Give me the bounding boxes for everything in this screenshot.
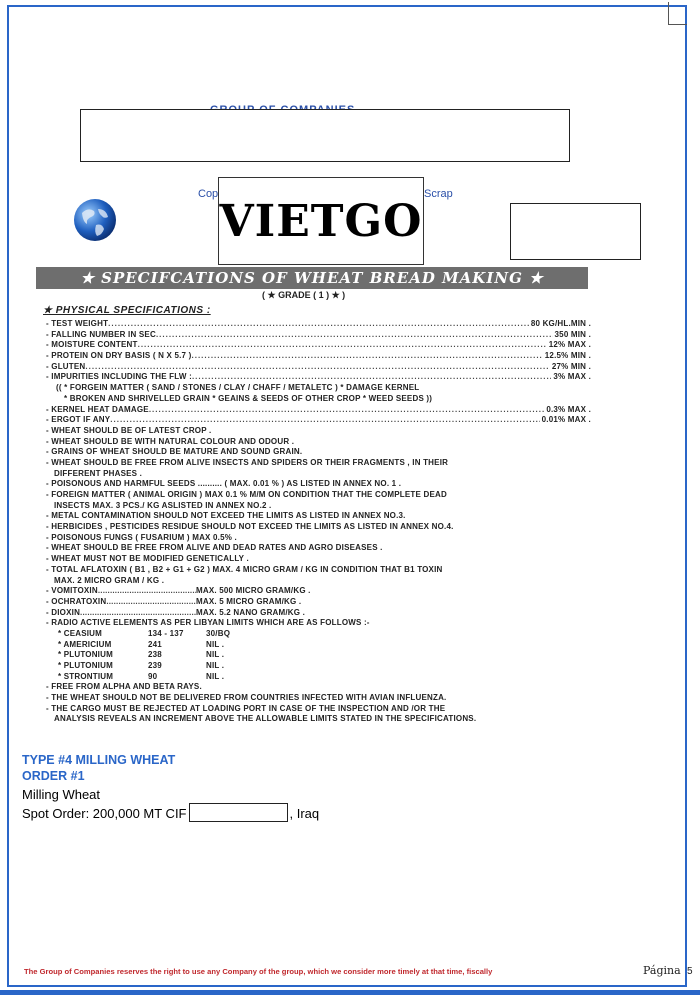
mycotoxin-label: - OCHRATOXIN bbox=[46, 596, 107, 606]
spec-line: - WHEAT SHOULD BE FREE FROM ALIVE AND DEAD RATES AND AGRO DISEASES . bbox=[46, 543, 383, 553]
spec-line: - TOTAL AFLATOXIN ( B1 , B2 + G1 + G2 ) MAX. 4 MICRO GRAM / KG IN CONDITION THAT B1 TOXIN bbox=[46, 564, 443, 574]
globe-icon bbox=[72, 197, 118, 243]
mycotoxin-label: - VOMITOXIN bbox=[46, 586, 98, 596]
spec-line: ANALYSIS REVEALS AN INCREMENT ABOVE THE ALLOWABLE LIMITS STATED IN THE SPECIFICATIONS. bbox=[54, 714, 477, 724]
mycotoxin-row bbox=[46, 586, 591, 597]
isotope-row bbox=[46, 672, 591, 683]
spec-value: 0.01% MAX . bbox=[541, 415, 591, 425]
isotope-row bbox=[46, 650, 591, 661]
spec-line: MAX. 2 MICRO GRAM / KG . bbox=[54, 575, 165, 585]
spec-line: - GRAINS OF WHEAT SHOULD BE MATURE AND SOUND GRAIN. bbox=[46, 447, 303, 457]
spec-label: - GLUTEN bbox=[46, 361, 86, 371]
spec-line: - HERBICIDES , PESTICIDES RESIDUE SHOULD NOT EXCEED THE LIMITS AS LISTED IN ANNEX NO.4. bbox=[46, 522, 454, 532]
spec-label: - FALLING NUMBER IN SEC bbox=[46, 329, 156, 339]
spec-row bbox=[46, 330, 591, 341]
spec-label: - TEST WEIGHT bbox=[46, 319, 109, 328]
isotope-row bbox=[46, 629, 591, 640]
order-title: ORDER #1 bbox=[22, 769, 85, 783]
spec-value: 12% MAX . bbox=[548, 340, 591, 350]
company-logo bbox=[218, 177, 424, 265]
mycotoxin-label: - DIOXIN bbox=[46, 607, 81, 617]
spec-line: - METAL CONTAMINATION SHOULD NOT EXCEED THE LIMITS AS LISTED IN ANNEX NO.3. bbox=[46, 511, 406, 521]
spec-line: - THE WHEAT SHOULD NOT BE DELIVERED FROM COUNTRIES INFECTED WITH AVIAN INFLUENZA. bbox=[46, 693, 447, 703]
isotope-number: 90 bbox=[148, 671, 158, 681]
spec-value: 0.3% MAX . bbox=[546, 404, 591, 414]
spec-label: - PROTEIN ON DRY BASIS ( N X 5.7 ) bbox=[46, 351, 192, 361]
isotope-number: 241 bbox=[148, 639, 162, 649]
logo-text: VIETGO bbox=[219, 195, 423, 247]
footer-disclaimer: The Group of Companies reserves the right to use any Company of the group, which we consider more timely at that time, fiscally bbox=[24, 967, 493, 976]
isotope-name: * PLUTONIUM bbox=[58, 650, 113, 660]
mycotoxin-row bbox=[46, 608, 591, 619]
spec-label: - MOISTURE CONTENT bbox=[46, 340, 138, 350]
isotope-name: * PLUTONIUM bbox=[58, 661, 113, 670]
isotope-limit: NIL . bbox=[206, 661, 225, 670]
isotope-limit: NIL . bbox=[206, 650, 225, 660]
spot-order-line bbox=[22, 803, 319, 822]
radio-heading: - RADIO ACTIVE ELEMENTS AS PER LIBYAN LIMITS WHICH ARE AS FOLLOWS :- bbox=[46, 618, 370, 628]
spec-line: - POISONOUS FUNGS ( FUSARIUM ) MAX 0.5% . bbox=[46, 532, 237, 542]
spec-row bbox=[46, 319, 591, 330]
spec-label: - ERGOT IF ANY bbox=[46, 415, 111, 425]
spot-order-country: , Iraq bbox=[289, 806, 320, 821]
redacted-box-right bbox=[510, 203, 641, 260]
spec-line: - WHEAT SHOULD BE OF LATEST CROP . bbox=[46, 425, 212, 435]
spec-line: - WHEAT SHOULD BE WITH NATURAL COLOUR AND ODOUR . bbox=[46, 436, 295, 446]
spec-row bbox=[46, 351, 591, 362]
spec-row bbox=[46, 415, 591, 426]
spec-value: 12.5% MIN . bbox=[544, 351, 591, 361]
spec-value: 3% MAX . bbox=[553, 372, 591, 382]
spec-line: INSECTS MAX. 3 PCS./ KG ASLISTED IN ANNEX NO.2 . bbox=[54, 500, 272, 510]
page-label: Página bbox=[643, 964, 681, 977]
spot-order-text: Spot Order: 200,000 MT CIF bbox=[22, 806, 187, 821]
page-number: 5 bbox=[687, 966, 693, 977]
isotope-limit: NIL . bbox=[206, 671, 225, 681]
spec-value: 27% MIN . bbox=[551, 361, 591, 371]
spec-value: 350 MIN . bbox=[554, 329, 591, 339]
mycotoxin-value: MAX. 5.2 NANO GRAM/KG . bbox=[196, 607, 306, 617]
isotope-name: * CEASIUM bbox=[58, 628, 103, 638]
spec-row bbox=[46, 362, 591, 373]
spec-row bbox=[46, 405, 591, 416]
isotope-limit: NIL . bbox=[206, 639, 225, 649]
isotope-name: * AMERICIUM bbox=[58, 639, 112, 649]
spec-banner: ★ SPECIFCATIONS OF WHEAT BREAD MAKING ★ bbox=[36, 267, 588, 289]
spec-value: 80 KG/HL.MIN . bbox=[530, 319, 591, 328]
impurities-detail: (( * FORGEIN MATTER ( SAND / STONES / CLAY / CHAFF / METALETC ) * DAMAGE KERNEL bbox=[56, 383, 420, 393]
redacted-port-box bbox=[189, 803, 288, 822]
company-text-left: Cop bbox=[198, 188, 219, 200]
isotope-number: 238 bbox=[148, 650, 162, 660]
spec-list bbox=[46, 319, 591, 725]
impurities-detail: * BROKEN AND SHRIVELLED GRAIN * GEAINS & SEEDS OF OTHER CROP * WEED SEEDS )) bbox=[64, 393, 433, 403]
spec-label: - IMPURITIES INCLUDING THE FLW : bbox=[46, 372, 192, 382]
isotope-name: * STRONTIUM bbox=[58, 671, 114, 681]
company-text-right: Scrap bbox=[424, 188, 453, 200]
isotope-number: 134 - 137 bbox=[148, 628, 184, 638]
spec-line: - THE CARGO MUST BE REJECTED AT LOADING PORT IN CASE OF THE INSPECTION AND /OR THE bbox=[46, 703, 446, 713]
spec-label: - KERNEL HEAT DAMAGE bbox=[46, 404, 149, 414]
spec-line: - WHEAT SHOULD BE FREE FROM ALIVE INSECTS AND SPIDERS OR THEIR FRAGMENTS , IN THEIR bbox=[46, 457, 449, 467]
type-title: TYPE #4 MILLING WHEAT bbox=[22, 753, 176, 767]
spec-line: - POISONOUS AND HARMFUL SEEDS .......... ( MAX. 0.01 % ) AS LISTED IN ANNEX NO. 1 . bbox=[46, 479, 402, 489]
spec-line: - FOREIGN MATTER ( ANIMAL ORIGIN ) MAX 0.1 % M/M ON CONDITION THAT THE COMPLETE DEAD bbox=[46, 490, 447, 499]
spec-line: - WHEAT MUST NOT BE MODIFIED GENETICALLY . bbox=[46, 554, 249, 564]
bottom-rule bbox=[0, 990, 700, 995]
isotope-row bbox=[46, 640, 591, 651]
corner-mark bbox=[668, 2, 687, 25]
spec-line: - FREE FROM ALPHA AND BETA RAYS. bbox=[46, 682, 202, 692]
isotope-row bbox=[46, 661, 591, 672]
section-heading: ★ PHYSICAL SPECIFICATIONS : bbox=[43, 305, 211, 316]
mycotoxin-value: MAX. 5 MICRO GRAM/KG . bbox=[196, 596, 302, 606]
redacted-header-box bbox=[80, 109, 570, 162]
spec-line: DIFFERENT PHASES . bbox=[54, 468, 143, 478]
grade-label: ( ★ GRADE ( 1 ) ★ ) bbox=[262, 290, 346, 300]
isotope-number: 239 bbox=[148, 661, 162, 670]
mycotoxin-row bbox=[46, 597, 591, 608]
product-name: Milling Wheat bbox=[22, 787, 101, 802]
spec-row bbox=[46, 340, 591, 351]
spec-row bbox=[46, 372, 591, 383]
mycotoxin-value: MAX. 500 MICRO GRAM/KG . bbox=[196, 586, 311, 596]
isotope-limit: 30/BQ bbox=[206, 628, 231, 638]
